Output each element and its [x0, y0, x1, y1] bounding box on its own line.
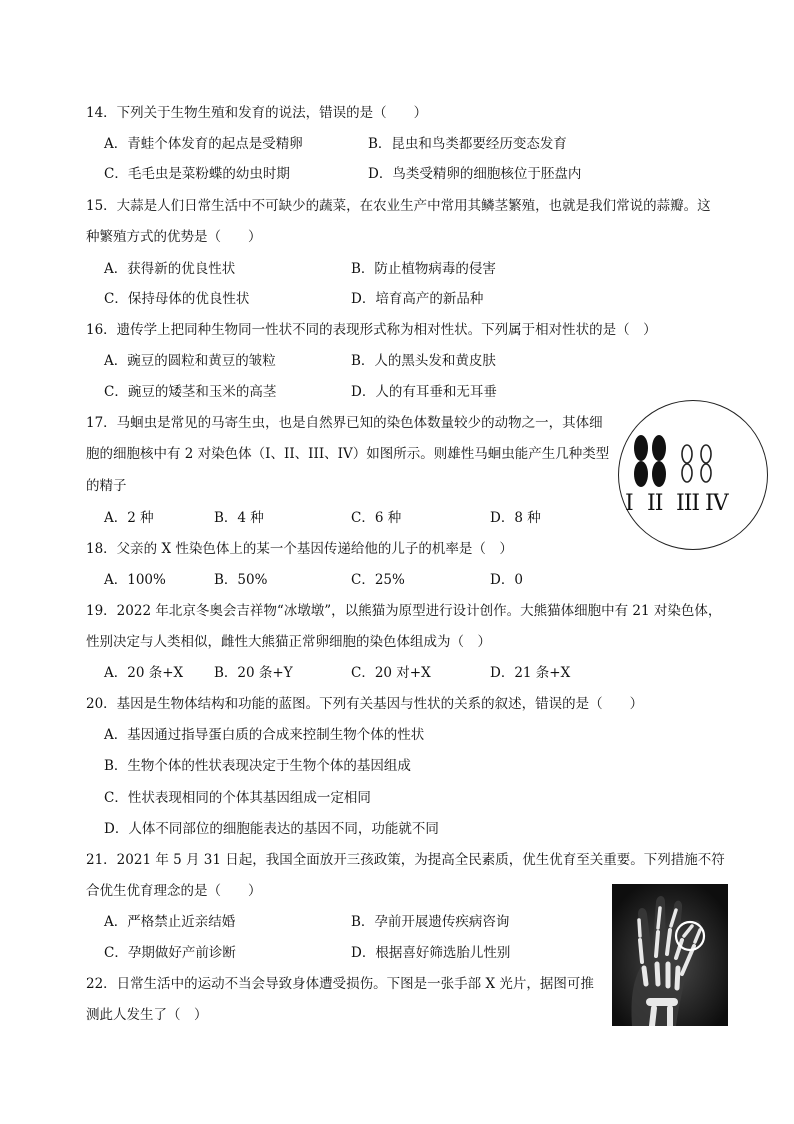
question-18-option-b[interactable]: B．50%: [214, 572, 268, 588]
question-20-option-d[interactable]: D．人体不同部位的细胞能表达的基因不同，功能就不同: [104, 821, 439, 837]
question-16-option-b[interactable]: B．人的黑头发和黄皮肤: [351, 353, 496, 369]
question-20-option-c[interactable]: C．性状表现相同的个体其基因组成一定相同: [104, 790, 371, 806]
question-16-option-a[interactable]: A．豌豆的圆粒和黄豆的皱粒: [104, 353, 276, 369]
question-21-option-c[interactable]: C．孕期做好产前诊断: [104, 945, 236, 961]
question-22-stem-line-1: 22．日常生活中的运动不当会导致身体遭受损伤。下图是一张手部 X 光片，据图可推: [86, 976, 594, 992]
chromosome-label-ii: II: [647, 491, 663, 516]
chromosome-iv-icon: [701, 445, 711, 482]
question-21-stem-line-1: 21．2021 年 5 月 31 日起，我国全面放开三孩政策，为提高全民素质，优生优育至关重要。下列措施不符: [86, 852, 725, 868]
chromosome-figure: [618, 400, 768, 550]
question-15-option-b[interactable]: B．防止植物病毒的侵害: [351, 261, 496, 277]
question-17-stem-line-3: 的精子: [86, 478, 127, 494]
question-20-option-a[interactable]: A．基因通过指导蛋白质的合成来控制生物个体的性状: [104, 727, 425, 743]
question-14-option-a[interactable]: A．青蛙个体发育的起点是受精卵: [104, 136, 303, 152]
question-22-stem-line-2: 测此人发生了（ ）: [86, 1007, 208, 1023]
chromosome-label-iii: III: [676, 491, 700, 516]
chromosome-label-iv: IV: [705, 491, 728, 516]
question-15-option-d[interactable]: D．培育高产的新品种: [351, 291, 484, 307]
question-18-option-c[interactable]: C．25%: [351, 572, 405, 588]
chromosome-label-i: I: [625, 491, 633, 516]
question-18-stem: 18．父亲的 X 性染色体上的某一个基因传递给他的儿子的机率是（ ）: [86, 541, 513, 557]
hand-xray-drawing: [612, 884, 728, 1026]
question-21-option-b[interactable]: B．孕前开展遗传疾病咨询: [351, 914, 510, 930]
question-21-stem-line-2: 合优生优育理念的是（ ）: [86, 883, 262, 899]
question-18-option-a[interactable]: A．100%: [104, 572, 166, 588]
chromosome-iii-icon: [682, 445, 692, 482]
chromosome-drawing: [619, 401, 766, 548]
question-16-option-c[interactable]: C．豌豆的矮茎和玉米的高茎: [104, 384, 277, 400]
question-19-option-c[interactable]: C．20 对+X: [351, 665, 431, 681]
question-14-option-d[interactable]: D．鸟类受精卵的细胞核位于胚盘内: [368, 166, 582, 182]
question-14-option-c[interactable]: C．毛毛虫是菜粉蝶的幼虫时期: [104, 166, 290, 182]
question-20-stem: 20．基因是生物体结构和功能的蓝图。下列有关基因与性状的关系的叙述，错误的是（ ）: [86, 696, 644, 712]
question-16-stem: 16．遗传学上把同种生物同一性状不同的表现形式称为相对性状。下列属于相对性状的是（ ）: [86, 322, 657, 338]
question-15-stem-line-1: 15．大蒜是人们日常生活中不可缺少的蔬菜，在农业生产中常用其鳞茎繁殖，也就是我们常说的蒜瓣。这: [86, 198, 711, 214]
question-19-stem-line-2: 性别决定与人类相似，雌性大熊猫正常卵细胞的染色体组成为（ ）: [86, 634, 491, 650]
question-19-option-d[interactable]: D．21 条+X: [490, 665, 571, 681]
question-16-option-d[interactable]: D．人的有耳垂和无耳垂: [351, 384, 497, 400]
question-21-option-a[interactable]: A．严格禁止近亲结婚: [104, 914, 236, 930]
question-17-stem-line-1: 17．马蛔虫是常见的马寄生虫，也是自然界已知的染色体数量较少的动物之一，其体细: [86, 415, 603, 431]
question-15-stem-line-2: 种繁殖方式的优势是（ ）: [86, 229, 262, 245]
chromosome-i-icon: [634, 435, 648, 487]
question-17-option-a[interactable]: A．2 种: [104, 510, 154, 526]
question-17-stem-line-2: 胞的细胞核中有 2 对染色体（I、II、III、IV）如图所示。则雄性马蛔虫能产生几种类型: [86, 446, 610, 462]
chromosome-ii-icon: [652, 435, 666, 487]
question-18-option-d[interactable]: D．0: [490, 572, 523, 588]
question-17-option-d[interactable]: D．8 种: [490, 510, 541, 526]
question-19-option-b[interactable]: B．20 条+Y: [214, 665, 293, 681]
question-19-stem-line-1: 19．2022 年北京冬奥会吉祥物“冰墩墩”，以熊猫为原型进行设计创作。大熊猫体细胞中有 21 对染色体，: [86, 603, 722, 619]
question-20-option-b[interactable]: B．生物个体的性状表现决定于生物个体的基因组成: [104, 758, 411, 774]
question-17-option-b[interactable]: B．4 种: [214, 510, 264, 526]
hand-xray-image: [612, 884, 728, 1026]
question-19-option-a[interactable]: A．20 条+X: [104, 665, 184, 681]
question-21-option-d[interactable]: D．根据喜好筛选胎儿性别: [351, 945, 511, 961]
question-14-option-b[interactable]: B．昆虫和鸟类都要经历变态发育: [368, 136, 567, 152]
question-15-option-c[interactable]: C．保持母体的优良性状: [104, 291, 250, 307]
question-14-stem: 14．下列关于生物生殖和发育的说法，错误的是（ ）: [86, 105, 428, 121]
question-17-option-c[interactable]: C．6 种: [351, 510, 402, 526]
question-15-option-a[interactable]: A．获得新的优良性状: [104, 261, 236, 277]
